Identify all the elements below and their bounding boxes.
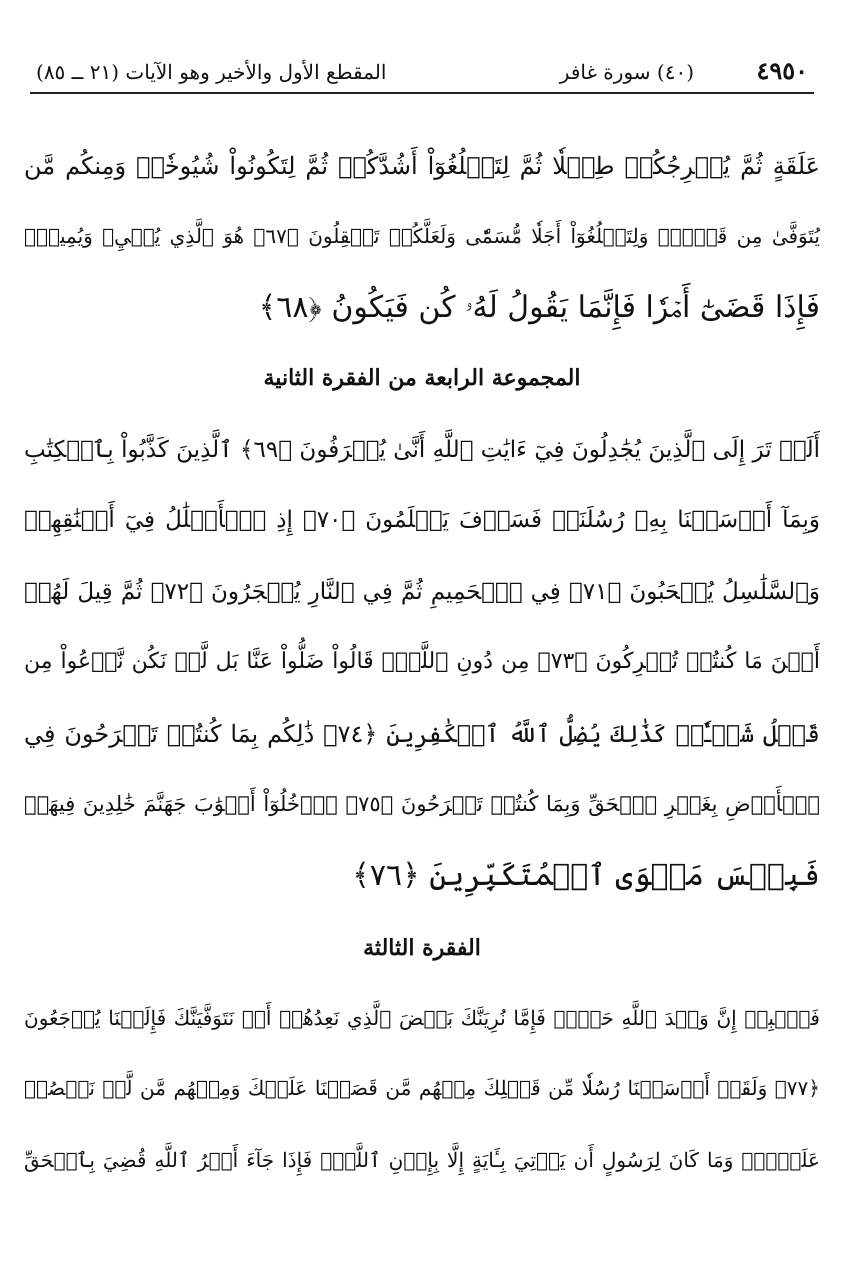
verse-line-10: فَبِئۡسَ مَثۡوَى ٱلۡمُتَكَبِّرِينَ ﴿٧٦﴾ [352, 858, 820, 893]
page-header [30, 52, 814, 94]
section-heading-2: الفقرة الثالثة [363, 935, 481, 961]
verse-line-8: قَبۡلُ شَيۡـٔٗاۚ كَذَٰلِكَ يُضِلُّ ٱللَّهُ ٱلۡكَٰفِرِينَ ﴿٧٤﴾ ذَٰلِكُم بِمَا كُنتُمۡ تَفۡرَحُونَ فِي [24, 720, 820, 748]
section-label: المقطع الأول والأخير وهو الآيات (٢١ ــ ٨٥) [36, 60, 387, 84]
verse-line-2: يُتَوَفَّىٰ مِن قَبۡلُۖ وَلِتَبۡلُغُوٓاْ أَجَلٗا مُّسَمّٗى وَلَعَلَّكُمۡ تَعۡقِلُونَ ﴿٦٧﴾ هُوَ ٱلَّذِي يُحۡيِۦ وَيُمِيتُۖ [24, 224, 820, 248]
verse-line-1: عَلَقَةٍ ثُمَّ يُخۡرِجُكُمۡ طِفۡلٗا ثُمَّ لِتَبۡلُغُوٓاْ أَشُدَّكُمۡ ثُمَّ لِتَكُونُواْ شُيُوخٗاۚ وَمِنكُم مَّن [24, 152, 820, 180]
verse-line-7: أَيۡنَ مَا كُنتُمۡ تُشۡرِكُونَ ﴿٧٣﴾ مِن دُونِ ٱللَّهِۖ قَالُواْ ضَلُّواْ عَنَّا بَل لَّمۡ نَكُن نَّدۡعُواْ مِن [24, 649, 820, 674]
verse-line-12: ﴿٧٧﴾ وَلَقَدۡ أَرۡسَلۡنَا رُسُلٗا مِّن قَبۡلِكَ مِنۡهُم مَّن قَصَصۡنَا عَلَيۡكَ وَمِنۡهُم مَّن لَّمۡ نَقۡصُصۡ [24, 1076, 820, 1100]
verse-line-6: وَٱلسَّلَٰسِلُ يُسۡحَبُونَ ﴿٧١﴾ فِي ٱلۡحَمِيمِ ثُمَّ فِي ٱلنَّارِ يُسۡجَرُونَ ﴿٧٢﴾ ثُمَّ قِيلَ لَهُمۡ [24, 579, 820, 605]
verse-line-3: فَإِذَا قَضَىٰٓ أَمۡرٗا فَإِنَّمَا يَقُولُ لَهُۥ كُن فَيَكُونُ ﴿٦٨﴾ [258, 290, 820, 325]
page-number: ٤٩٥٠ [756, 56, 808, 85]
verse-line-9: ٱلۡأَرۡضِ بِغَيۡرِ ٱلۡحَقِّ وَبِمَا كُنتُمۡ تَمۡرَحُونَ ﴿٧٥﴾ ٱدۡخُلُوٓاْ أَبۡوَٰبَ جَهَنَّمَ خَٰلِدِينَ فِيهَاۖ [24, 792, 820, 816]
verse-line-4: أَلَمۡ تَرَ إِلَى ٱلَّذِينَ يُجَٰدِلُونَ فِيٓ ءَايَٰتِ ٱللَّهِ أَنَّىٰ يُصۡرَفُونَ ﴿٦٩﴾ ٱلَّذِينَ كَذَّبُواْ بِٱلۡكِتَٰبِ [24, 437, 820, 463]
surah-label: (٤٠) سورة غافر [559, 60, 694, 84]
section-heading-1: المجموعة الرابعة من الفقرة الثانية [263, 365, 581, 391]
verse-line-11: فَٱصۡبِرۡ إِنَّ وَعۡدَ ٱللَّهِ حَقّٞۚ فَإِمَّا نُرِيَنَّكَ بَعۡضَ ٱلَّذِي نَعِدُهُمۡ أَوۡ نَتَوَفَّيَنَّكَ فَإِلَيۡنَا يُرۡجَعُونَ [24, 1006, 820, 1030]
verse-line-13: عَلَيۡكَۗ وَمَا كَانَ لِرَسُولٍ أَن يَأۡتِيَ بِـَٔايَةٍ إِلَّا بِإِذۡنِ ٱللَّهِۚ فَإِذَا جَآءَ أَمۡرُ ٱللَّهِ قُضِيَ بِٱلۡحَقِّ [24, 1148, 820, 1172]
verse-line-5: وَبِمَآ أَرۡسَلۡنَا بِهِۦ رُسُلَنَاۖ فَسَوۡفَ يَعۡلَمُونَ ﴿٧٠﴾ إِذِ ٱلۡأَغۡلَٰلُ فِيٓ أَعۡنَٰقِهِمۡ [24, 507, 820, 533]
